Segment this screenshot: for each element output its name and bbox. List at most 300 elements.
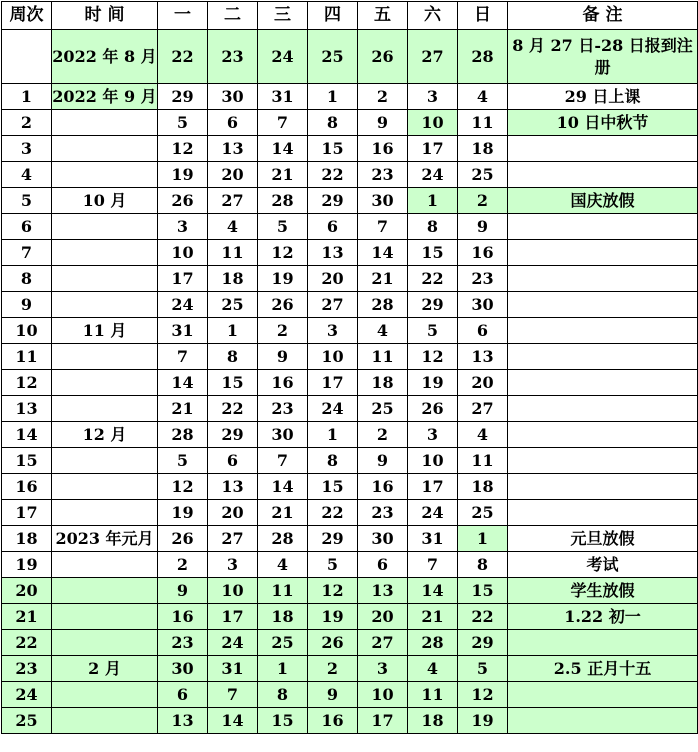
header-day-sun: 日 [458,2,508,30]
period-label [52,136,158,162]
header-day-thu: 四 [308,2,358,30]
day-cell: 25 [208,292,258,318]
day-cell: 18 [458,136,508,162]
day-cell: 4 [458,422,508,448]
header-row [2,2,698,30]
week-number: 17 [2,500,52,526]
period-label [52,448,158,474]
day-cell: 9 [358,110,408,136]
day-cell: 1 [458,526,508,552]
period-label: 12 月 [52,422,158,448]
period-label [52,344,158,370]
calendar-header [2,2,698,30]
day-cell: 27 [458,396,508,422]
day-cell: 22 [308,500,358,526]
note-cell [508,214,698,240]
day-cell: 17 [408,474,458,500]
day-cell: 8 [458,552,508,578]
day-cell: 16 [458,240,508,266]
day-cell: 14 [408,578,458,604]
day-cell: 14 [258,136,308,162]
day-cell: 12 [308,578,358,604]
period-label: 2023 年元月 [52,526,158,552]
header-day-sat: 六 [408,2,458,30]
period-label [52,110,158,136]
day-cell: 5 [158,110,208,136]
day-cell: 23 [458,266,508,292]
day-cell: 7 [208,682,258,708]
day-cell: 31 [158,318,208,344]
day-cell: 31 [258,84,308,110]
day-cell: 27 [358,630,408,656]
period-label: 2022 年 8 月 [52,30,158,84]
week-number: 3 [2,136,52,162]
day-cell: 14 [208,708,258,734]
week-row [2,682,698,708]
note-cell: 1.22 初一 [508,604,698,630]
day-cell: 12 [258,240,308,266]
week-number: 6 [2,214,52,240]
school-calendar-table [1,1,698,734]
period-label [52,552,158,578]
day-cell: 26 [308,630,358,656]
day-cell: 25 [308,30,358,84]
day-cell: 14 [358,240,408,266]
day-cell: 3 [158,214,208,240]
note-cell [508,266,698,292]
day-cell: 11 [408,682,458,708]
day-cell: 22 [158,30,208,84]
note-cell: 考试 [508,552,698,578]
day-cell: 8 [208,344,258,370]
day-cell: 26 [408,396,458,422]
day-cell: 15 [308,474,358,500]
note-cell [508,682,698,708]
day-cell: 15 [308,136,358,162]
day-cell: 17 [358,708,408,734]
period-label: 2 月 [52,656,158,682]
day-cell: 19 [458,708,508,734]
day-cell: 25 [258,630,308,656]
day-cell: 20 [208,500,258,526]
day-cell: 20 [308,266,358,292]
period-label [52,604,158,630]
week-row [2,578,698,604]
week-number: 8 [2,266,52,292]
note-cell [508,630,698,656]
day-cell: 17 [308,370,358,396]
week-row [2,266,698,292]
day-cell: 24 [308,396,358,422]
day-cell: 10 [358,682,408,708]
day-cell: 3 [308,318,358,344]
period-label [52,630,158,656]
day-cell: 30 [458,292,508,318]
week-number: 22 [2,630,52,656]
note-cell: 10 日中秋节 [508,110,698,136]
period-label: 2022 年 9 月 [52,84,158,110]
day-cell: 18 [208,266,258,292]
day-cell: 15 [408,240,458,266]
day-cell: 9 [308,682,358,708]
day-cell: 2 [358,84,408,110]
day-cell: 12 [458,682,508,708]
day-cell: 16 [358,474,408,500]
day-cell: 29 [158,84,208,110]
week-row [2,370,698,396]
week-number: 9 [2,292,52,318]
day-cell: 13 [208,474,258,500]
week-number: 5 [2,188,52,214]
day-cell: 3 [208,552,258,578]
day-cell: 28 [258,526,308,552]
day-cell: 27 [308,292,358,318]
day-cell: 22 [308,162,358,188]
day-cell: 26 [258,292,308,318]
header-day-fri: 五 [358,2,408,30]
day-cell: 23 [158,630,208,656]
day-cell: 6 [358,552,408,578]
note-cell [508,500,698,526]
day-cell: 10 [308,344,358,370]
day-cell: 19 [408,370,458,396]
note-cell [508,422,698,448]
day-cell: 14 [158,370,208,396]
day-cell: 20 [358,604,408,630]
day-cell: 2 [158,552,208,578]
week-number: 20 [2,578,52,604]
week-row [2,656,698,682]
period-label [52,162,158,188]
week-number: 25 [2,708,52,734]
period-label [52,578,158,604]
day-cell: 18 [258,604,308,630]
note-cell [508,240,698,266]
note-cell [508,292,698,318]
day-cell: 4 [458,84,508,110]
week-number: 16 [2,474,52,500]
week-number: 19 [2,552,52,578]
day-cell: 4 [358,318,408,344]
day-cell: 24 [208,630,258,656]
day-cell: 6 [458,318,508,344]
note-cell [508,474,698,500]
day-cell: 5 [258,214,308,240]
day-cell: 22 [408,266,458,292]
day-cell: 12 [158,136,208,162]
day-cell: 5 [458,656,508,682]
period-label [52,370,158,396]
day-cell: 13 [358,578,408,604]
period-label: 10 月 [52,188,158,214]
period-label [52,708,158,734]
day-cell: 2 [308,656,358,682]
period-label [52,500,158,526]
day-cell: 23 [358,500,408,526]
day-cell: 28 [158,422,208,448]
week-row [2,110,698,136]
period-label [52,240,158,266]
day-cell: 2 [258,318,308,344]
day-cell: 8 [258,682,308,708]
day-cell: 6 [208,448,258,474]
day-cell: 8 [408,214,458,240]
day-cell: 12 [158,474,208,500]
calendar-body [2,30,698,734]
header-day-wed: 三 [258,2,308,30]
week-number: 10 [2,318,52,344]
day-cell: 6 [208,110,258,136]
week-row [2,500,698,526]
day-cell: 21 [358,266,408,292]
day-cell: 31 [208,656,258,682]
day-cell: 29 [408,292,458,318]
day-cell: 19 [158,500,208,526]
note-cell: 8 月 27 日-28 日报到注册 [508,30,698,84]
day-cell: 10 [408,448,458,474]
day-cell: 30 [358,526,408,552]
day-cell: 1 [258,656,308,682]
week-row [2,474,698,500]
header-period: 时 间 [52,2,158,30]
day-cell: 30 [208,84,258,110]
note-cell [508,448,698,474]
header-week: 周次 [2,2,52,30]
day-cell: 15 [208,370,258,396]
week-number: 18 [2,526,52,552]
day-cell: 29 [308,526,358,552]
day-cell: 15 [458,578,508,604]
day-cell: 23 [208,30,258,84]
day-cell: 25 [358,396,408,422]
day-cell: 7 [258,448,308,474]
week-row [2,344,698,370]
day-cell: 18 [408,708,458,734]
day-cell: 1 [208,318,258,344]
week-number: 14 [2,422,52,448]
day-cell: 17 [158,266,208,292]
day-cell: 28 [408,630,458,656]
note-cell: 国庆放假 [508,188,698,214]
day-cell: 16 [358,136,408,162]
day-cell: 9 [458,214,508,240]
note-cell: 元旦放假 [508,526,698,552]
week-number: 1 [2,84,52,110]
week-number [2,30,52,84]
day-cell: 11 [258,578,308,604]
day-cell: 9 [358,448,408,474]
day-cell: 12 [408,344,458,370]
day-cell: 21 [408,604,458,630]
week-number: 4 [2,162,52,188]
day-cell: 11 [208,240,258,266]
week-row [2,214,698,240]
day-cell: 8 [308,110,358,136]
day-cell: 13 [308,240,358,266]
week-number: 15 [2,448,52,474]
day-cell: 30 [358,188,408,214]
day-cell: 30 [158,656,208,682]
week-row [2,448,698,474]
week-row [2,396,698,422]
day-cell: 8 [308,448,358,474]
week-number: 24 [2,682,52,708]
note-cell [508,162,698,188]
week-row [2,604,698,630]
day-cell: 14 [258,474,308,500]
week-row [2,84,698,110]
day-cell: 23 [358,162,408,188]
week-row [2,136,698,162]
day-cell: 1 [308,84,358,110]
week-row [2,708,698,734]
week-row [2,630,698,656]
week-number: 7 [2,240,52,266]
period-label [52,214,158,240]
day-cell: 13 [458,344,508,370]
day-cell: 9 [158,578,208,604]
day-cell: 2 [458,188,508,214]
day-cell: 24 [408,162,458,188]
week-number: 21 [2,604,52,630]
day-cell: 20 [208,162,258,188]
day-cell: 19 [258,266,308,292]
day-cell: 29 [208,422,258,448]
week-number: 11 [2,344,52,370]
day-cell: 21 [258,500,308,526]
week-number: 13 [2,396,52,422]
day-cell: 25 [458,162,508,188]
note-cell: 学生放假 [508,578,698,604]
header-day-mon: 一 [158,2,208,30]
week-row [2,422,698,448]
week-number: 23 [2,656,52,682]
day-cell: 29 [308,188,358,214]
header-note: 备 注 [508,2,698,30]
day-cell: 27 [408,30,458,84]
day-cell: 4 [258,552,308,578]
day-cell: 28 [258,188,308,214]
period-label [52,682,158,708]
note-cell [508,396,698,422]
day-cell: 24 [258,30,308,84]
day-cell: 15 [258,708,308,734]
day-cell: 26 [158,526,208,552]
week-number: 12 [2,370,52,396]
period-label: 11 月 [52,318,158,344]
note-cell: 2.5 正月十五 [508,656,698,682]
week-row [2,240,698,266]
week-row [2,30,698,84]
day-cell: 1 [408,188,458,214]
day-cell: 5 [308,552,358,578]
week-number: 2 [2,110,52,136]
period-label [52,266,158,292]
week-row [2,162,698,188]
week-row [2,318,698,344]
day-cell: 11 [458,448,508,474]
period-label [52,396,158,422]
day-cell: 16 [258,370,308,396]
day-cell: 2 [358,422,408,448]
day-cell: 16 [158,604,208,630]
week-row [2,552,698,578]
note-cell [508,344,698,370]
day-cell: 24 [408,500,458,526]
day-cell: 19 [158,162,208,188]
day-cell: 22 [208,396,258,422]
day-cell: 22 [458,604,508,630]
day-cell: 9 [258,344,308,370]
day-cell: 27 [208,526,258,552]
note-cell: 29 日上课 [508,84,698,110]
note-cell [508,370,698,396]
day-cell: 17 [208,604,258,630]
day-cell: 24 [158,292,208,318]
day-cell: 16 [308,708,358,734]
day-cell: 5 [408,318,458,344]
period-label [52,292,158,318]
day-cell: 10 [408,110,458,136]
day-cell: 11 [458,110,508,136]
day-cell: 7 [158,344,208,370]
day-cell: 1 [308,422,358,448]
day-cell: 6 [308,214,358,240]
day-cell: 21 [258,162,308,188]
day-cell: 20 [458,370,508,396]
day-cell: 18 [458,474,508,500]
day-cell: 23 [258,396,308,422]
day-cell: 7 [408,552,458,578]
day-cell: 3 [408,422,458,448]
day-cell: 26 [158,188,208,214]
day-cell: 31 [408,526,458,552]
day-cell: 13 [208,136,258,162]
day-cell: 26 [358,30,408,84]
day-cell: 3 [408,84,458,110]
day-cell: 3 [358,656,408,682]
day-cell: 6 [158,682,208,708]
week-row [2,188,698,214]
day-cell: 11 [358,344,408,370]
day-cell: 28 [358,292,408,318]
day-cell: 29 [458,630,508,656]
day-cell: 10 [208,578,258,604]
note-cell [508,136,698,162]
day-cell: 4 [408,656,458,682]
day-cell: 19 [308,604,358,630]
day-cell: 7 [258,110,308,136]
day-cell: 18 [358,370,408,396]
day-cell: 5 [158,448,208,474]
day-cell: 4 [208,214,258,240]
day-cell: 17 [408,136,458,162]
note-cell [508,708,698,734]
day-cell: 27 [208,188,258,214]
week-row [2,292,698,318]
day-cell: 13 [158,708,208,734]
week-row [2,526,698,552]
day-cell: 21 [158,396,208,422]
note-cell [508,318,698,344]
day-cell: 10 [158,240,208,266]
period-label [52,474,158,500]
header-day-tue: 二 [208,2,258,30]
day-cell: 7 [358,214,408,240]
day-cell: 28 [458,30,508,84]
day-cell: 25 [458,500,508,526]
day-cell: 30 [258,422,308,448]
